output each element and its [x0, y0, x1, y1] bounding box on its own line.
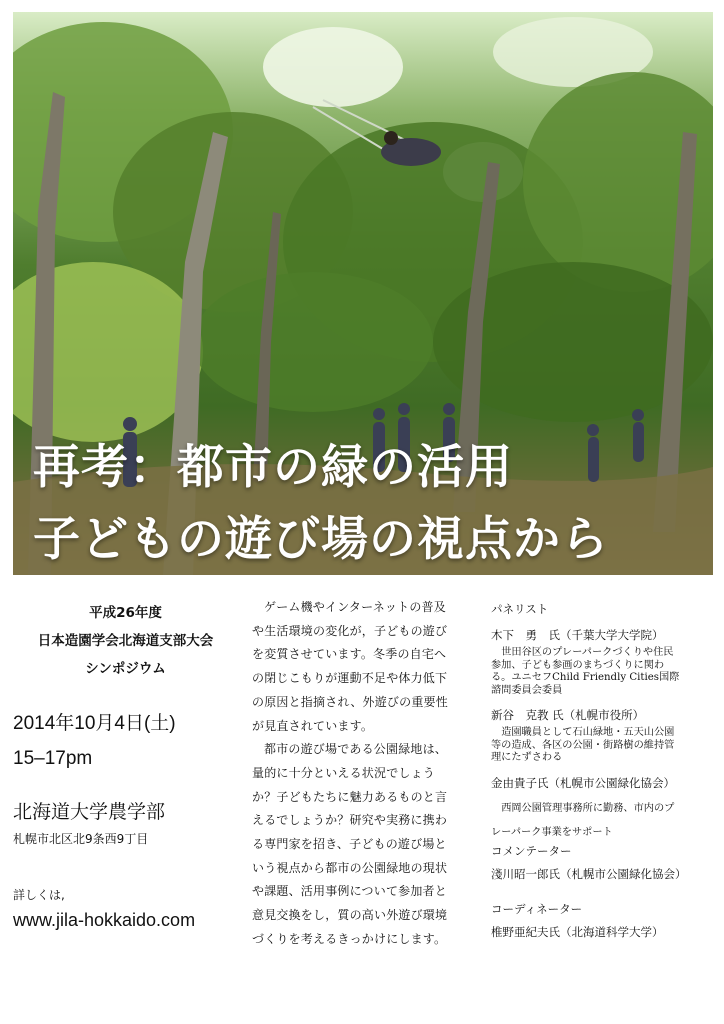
event-date: 2014年10月4日(土) [13, 713, 176, 734]
panelist-2-name: 新谷 克教 氏（札幌市役所） [491, 708, 645, 722]
panelist-2-desc: 造園職員として石山緑地・五天山公園等の造成、各区の公園・街路樹の維持管理にたずさわる [491, 727, 675, 763]
event-organizer: 日本造園学会北海道支部大会 [37, 633, 214, 649]
event-type: シンポジウム [85, 661, 166, 677]
poster-title-line2: 子どもの遊び場の視点から [33, 512, 609, 567]
event-venue: 北海道大学農学部 [13, 801, 166, 823]
event-time: 15–17pm [13, 748, 93, 769]
commentator-label: コメンテーター [491, 844, 572, 858]
panelist-3-desc: 西岡公園管理事務所に勤務、市内のプレーパーク事業をサポート [491, 803, 675, 838]
poster-title-line1: 再考：都市の緑の活用 [33, 440, 513, 495]
panelist-1-desc: 世田谷区のプレーパークづくりや住民参加、子ども参画のまちづくりに関わる。ユニセフChild Friendly Cities国際諮問委員会委員 [491, 647, 680, 696]
venue-address: 札幌市北区北9条西9丁目 [13, 832, 149, 846]
details-label: 詳しくは, [13, 888, 65, 902]
event-year: 平成26年度 [89, 605, 162, 621]
description-paragraph-2: 都市の遊び場である公園緑地は、量的に十分といえる状況でしょうか？子どもたちに魅力あるものと言えるでしょうか？研究や実務に携わる専門家を招き、子どもの遊び場という視点から都市の公園緑地の現状や課題、活用事例について参加者と意見交換をし，質の高い外遊び環境づくりを考えるきっかけにします。 [252, 742, 448, 946]
coordinator-label: コーディネーター [491, 902, 583, 916]
website-link[interactable]: www.jila-hokkaido.com [13, 910, 196, 930]
coordinator-name: 椎野亜紀夫氏（北海道科学大学） [491, 925, 664, 939]
description-text [252, 596, 452, 952]
description-paragraph-1: ゲーム機やインターネットの普及や生活環境の変化が，子どもの遊びを変質させています。冬季の自宅への閉じこもりが運動不足や体力低下の原因と指摘され、外遊びの重要性が見直されています。 [252, 600, 448, 733]
commentator-name: 淺川昭一郎氏（札幌市公園緑化協会） [491, 867, 687, 881]
panelists-label: パネリスト [491, 602, 549, 616]
hero-photo [13, 12, 713, 575]
panelist-3-name: 金由貴子氏（札幌市公園緑化協会） [491, 776, 675, 790]
panelist-1-name: 木下 勇 氏（千葉大学大学院） [491, 628, 664, 642]
